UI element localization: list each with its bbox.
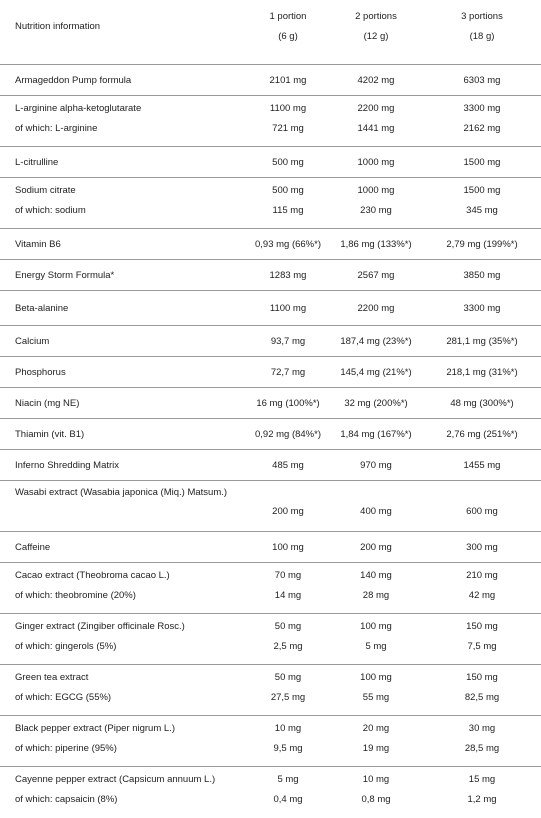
portion-2-value: 187,4 mg (23%*) [340,336,412,347]
portion-2-value: 100 mg [360,672,392,683]
nutrient-label: Phosphorus [15,367,66,378]
sub-nutrient-label: of which: L-arginine [15,123,98,134]
table-row [0,65,541,96]
portion-3-value: 30 mg [468,723,496,734]
nutrient-label: Niacin (mg NE) [15,398,80,409]
portion-3-value: 1,2 mg [467,794,497,805]
portion-3-value: 2162 mg [463,123,501,134]
table-row [0,178,541,229]
portion-1-value: 1283 mg [269,270,307,281]
portion-3-grams: (18 g) [469,31,495,42]
table-row [0,450,541,481]
sub-nutrient-label: of which: piperine (95%) [15,743,117,754]
portion-3-value: 3300 mg [463,103,501,114]
portion-2-value: 100 mg [360,621,392,632]
portion-1-value: 14 mg [274,590,302,601]
portion-3-value: 2,79 mg (199%*) [446,239,518,250]
portion-2-value: 28 mg [362,590,390,601]
portion-2-value: 2200 mg [357,303,395,314]
portion-3-value: 150 mg [466,672,498,683]
portion-1-value: 9,5 mg [273,743,303,754]
table-row [0,532,541,563]
portion-1-value: 0,4 mg [273,794,303,805]
table-row [0,96,541,147]
portion-2-value: 1,84 mg (167%*) [340,429,412,440]
portion-3-value: 3850 mg [463,270,501,281]
portion-2-value: 32 mg (200%*) [344,398,408,409]
portion-2-label: 2 portions [355,11,397,22]
portion-1-value: 2101 mg [269,75,307,86]
portion-2-value: 19 mg [362,743,390,754]
portion-1-value: 10 mg [274,723,302,734]
table-row [0,665,541,716]
table-row [0,419,541,450]
table-row [0,388,541,419]
portion-3-value: 42 mg [468,590,496,601]
nutrient-label: Sodium citrate [15,185,76,196]
portion-1-value: 500 mg [272,185,304,196]
portion-3-value: 1500 mg [463,157,501,168]
nutrient-label: L-citrulline [15,157,59,168]
portion-3-value: 210 mg [466,570,498,581]
portion-3-value: 2,76 mg (251%*) [446,429,518,440]
portion-2-value: 1000 mg [357,157,395,168]
portion-1-grams: (6 g) [278,31,298,42]
portion-3-value: 6303 mg [463,75,501,86]
portion-1-value: 50 mg [274,672,302,683]
sub-nutrient-label: of which: capsaicin (8%) [15,794,118,805]
nutrient-label: Cayenne pepper extract (Capsicum annuum L.) [15,774,216,785]
portion-2-value: 1441 mg [357,123,395,134]
portion-2-value: 1000 mg [357,185,395,196]
portion-3-value: 345 mg [466,205,498,216]
nutrient-label: Wasabi extract (Wasabia japonica (Miq.) Matsum.) [15,487,228,498]
table-row [0,716,541,767]
nutrient-label: Green tea extract [15,672,89,683]
portion-1-value: 500 mg [272,157,304,168]
portion-3-value: 48 mg (300%*) [450,398,514,409]
portion-3-value: 150 mg [466,621,498,632]
sub-nutrient-label: of which: EGCG (55%) [15,692,112,703]
table-row [0,563,541,614]
portion-2-value: 145,4 mg (21%*) [340,367,412,378]
table-header [0,0,541,65]
portion-1-value: 0,92 mg (84%*) [254,429,321,440]
table-row [0,614,541,665]
table-row [0,147,541,178]
portion-3-value: 281,1 mg (35%*) [446,336,518,347]
portion-1-label: 1 portion [269,11,307,22]
table-row [0,260,541,291]
nutrient-label: Black pepper extract (Piper nigrum L.) [15,723,175,734]
portion-1-value: 0,93 mg (66%*) [254,239,321,250]
portion-1-value: 72,7 mg [270,367,306,378]
nutrient-label: Energy Storm Formula* [15,270,115,281]
portion-1-value: 5 mg [277,774,299,785]
table-row [0,357,541,388]
portion-1-value: 50 mg [274,621,302,632]
portion-2-value: 55 mg [362,692,390,703]
portion-3-value: 28,5 mg [464,743,500,754]
portion-3-value: 600 mg [466,506,498,517]
table-row [0,229,541,260]
table-body [0,65,541,818]
nutrient-label: Ginger extract (Zingiber officinale Rosc.) [15,621,185,632]
table-row [0,291,541,326]
portion-1-value: 115 mg [272,205,304,216]
nutrient-label: Thiamin (vit. B1) [15,429,85,440]
portion-2-grams: (12 g) [363,31,389,42]
nutrient-label: Beta-alanine [15,303,69,314]
sub-nutrient-label: of which: gingerols (5%) [15,641,117,652]
portion-2-value: 5 mg [365,641,387,652]
nutrient-label: Vitamin B6 [15,239,61,250]
table-row [0,767,541,818]
portion-1-value: 70 mg [274,570,302,581]
portion-2-value: 0,8 mg [361,794,391,805]
portion-2-value: 1,86 mg (133%*) [340,239,412,250]
portion-1-value: 721 mg [272,123,304,134]
portion-3-value: 300 mg [466,542,498,553]
header-title: Nutrition information [15,21,101,32]
portion-1-value: 1100 mg [269,303,307,314]
portion-2-value: 970 mg [360,460,392,471]
portion-2-value: 2200 mg [357,103,395,114]
table-row [0,481,541,532]
nutrient-label: Calcium [15,336,50,347]
portion-2-value: 140 mg [360,570,392,581]
portion-1-value: 100 mg [272,542,304,553]
portion-3-value: 82,5 mg [464,692,500,703]
portion-3-value: 1455 mg [463,460,501,471]
portion-1-value: 2,5 mg [273,641,303,652]
portion-3-value: 1500 mg [463,185,501,196]
portion-1-value: 16 mg (100%*) [256,398,320,409]
portion-3-value: 218,1 mg (31%*) [446,367,518,378]
nutrient-label: L-arginine alpha-ketoglutarate [15,103,142,114]
table-row [0,326,541,357]
portion-3-value: 7,5 mg [467,641,497,652]
sub-nutrient-label: of which: theobromine (20%) [15,590,136,601]
portion-2-value: 20 mg [362,723,390,734]
portion-2-value: 230 mg [360,205,392,216]
portion-2-value: 400 mg [360,506,392,517]
portion-2-value: 10 mg [362,774,390,785]
sub-nutrient-label: of which: sodium [15,205,86,216]
nutrient-label: Caffeine [15,542,51,553]
nutrient-label: Armageddon Pump formula [15,75,132,86]
portion-2-value: 200 mg [360,542,392,553]
portion-2-value: 4202 mg [357,75,395,86]
nutrient-label: Inferno Shredding Matrix [15,460,120,471]
portion-1-value: 200 mg [272,506,304,517]
portion-3-value: 15 mg [468,774,496,785]
portion-3-value: 3300 mg [463,303,501,314]
portion-2-value: 2567 mg [357,270,395,281]
portion-1-value: 485 mg [272,460,304,471]
portion-1-value: 1100 mg [269,103,307,114]
portion-1-value: 27,5 mg [270,692,306,703]
portion-3-label: 3 portions [461,11,503,22]
portion-1-value: 93,7 mg [270,336,306,347]
nutrient-label: Cacao extract (Theobroma cacao L.) [15,570,170,581]
